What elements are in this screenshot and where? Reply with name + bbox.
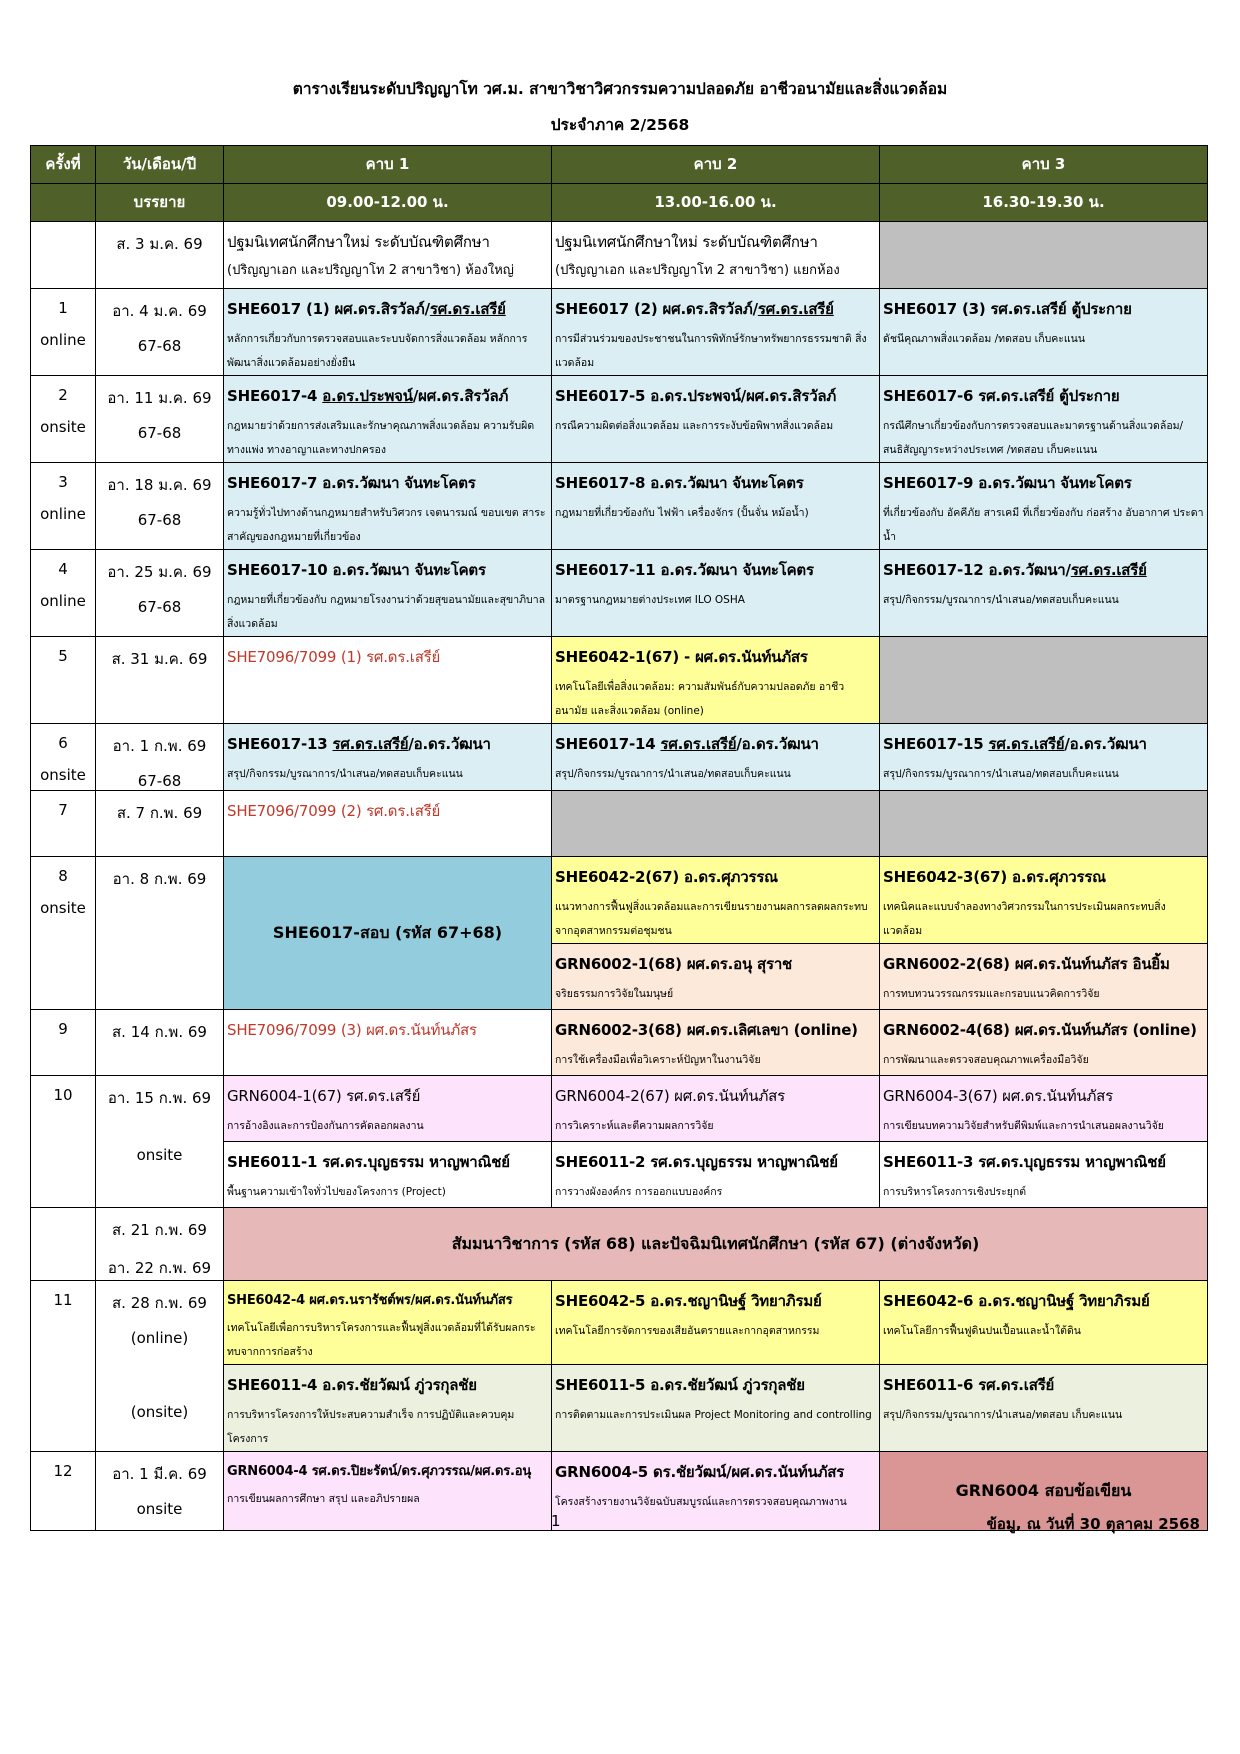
period-3-cell: GRN6004-3(67) ผศ.ดร.นันท์นภัสร การเขียนบทความวิจัยสำหรับตีพิมพ์และการนำเสนอผลงานวิจัย <box>880 1076 1208 1142</box>
session-no: 2 onsite <box>31 376 96 463</box>
period-1-cell: SHE6011-1 รศ.ดร.บุญธรรม หาญพาณิชย์ พื้นฐานความเข้าใจทั่วไปของโครงการ (Project) <box>224 1142 552 1208</box>
header-row-bottom <box>31 184 1208 222</box>
period-3-empty <box>880 222 1208 289</box>
lecture-date: อา. 1 มี.ค. 69 onsite <box>96 1452 224 1531</box>
period-3-cell: SHE6042-6 อ.ดร.ชญานิษฐ์ วิทยาภิรมย์ เทคโนโลยีการฟื้นฟูดินปนเปื้อนและน้ำใต้ดิน <box>880 1281 1208 1365</box>
period-1-cell: GRN6004-4 รศ.ดร.ปิยะรัตน์/ดร.ศุภวรรณ/ผศ.ดร.อนุ การเขียนผลการศึกษา สรุป และอภิปรายผล <box>224 1452 552 1531</box>
schedule-row <box>31 857 1208 944</box>
period-2-cell: SHE6017-5 อ.ดร.ประพจน์/ผศ.ดร.สิรวัลภ์ กรณีความผิดต่อสิ่งแวดล้อม และการระงับข้อพิพาทสิ่งแวดล้อม <box>552 376 880 463</box>
session-no: 11 <box>31 1281 96 1452</box>
period-2-cell: SHE6011-2 รศ.ดร.บุญธรรม หาญพาณิชย์ การวางผังองค์กร การออกแบบองค์กร <box>552 1142 880 1208</box>
lecture-date: ส. 3 ม.ค. 69 <box>96 222 224 289</box>
written-exam-cell: GRN6004 สอบข้อเขียน <box>880 1452 1208 1531</box>
period-3-cell: SHE6042-3(67) อ.ดร.ศุภวรรณ เทคนิคและแบบจำลองทางวิศวกรรมในการประเมินผลกระทบสิ่งแวดล้อม <box>880 857 1208 944</box>
session-no: 10 <box>31 1076 96 1208</box>
lecture-date: อา. 8 ก.พ. 69 <box>96 857 224 1010</box>
period-1-cell: GRN6004-1(67) รศ.ดร.เสรีย์ การอ้างอิงและการป้องกันการคัดลอกผลงาน <box>224 1076 552 1142</box>
lecture-date: อา. 15 ก.พ. 69 onsite <box>96 1076 224 1208</box>
schedule-table <box>30 145 1208 1531</box>
period-1-cell: SHE6017-10 อ.ดร.วัฒนา จันทะโคตร กฎหมายที่เกี่ยวข้องกับ กฎหมายโรงงานว่าด้วยสุขอนามัยและสุขาภิบาลสิ่งแวดล้อม <box>224 550 552 637</box>
period-2-cell: SHE6017 (2) ผศ.ดร.สิรวัลภ์/รศ.ดร.เสรีย์ การมีส่วนร่วมของประชาชนในการพิทักษ์รักษาทรัพยากรธรรมชาติ สิ่งแวดล้อม <box>552 289 880 376</box>
semester-title: ประจำภาค 2/2568 <box>550 116 690 134</box>
session-no: 3 online <box>31 463 96 550</box>
schedule-row <box>31 1076 1208 1142</box>
lecture-date: ส. 21 ก.พ. 69 อา. 22 ก.พ. 69 <box>96 1208 224 1281</box>
period-3-empty <box>880 791 1208 857</box>
lecture-date: ส. 14 ก.พ. 69 <box>96 1010 224 1076</box>
period-2-cell: SHE6042-1(67) - ผศ.ดร.นันท์นภัสร เทคโนโลยีเพื่อสิ่งแวดล้อม: ความสัมพันธ์กับความปลอดภัย อาชีวอนามัย และสิ่งแวดล้อม (online) <box>552 637 880 724</box>
lecture-date: อา. 4 ม.ค. 69 67-68 <box>96 289 224 376</box>
period-3-empty <box>880 637 1208 724</box>
lecture-date: อา. 18 ม.ค. 69 67-68 <box>96 463 224 550</box>
document-title: ตารางเรียนระดับปริญญาโท วศ.ม. สาขาวิชาวิศวกรรมความปลอดภัย อาชีวอนามัยและสิ่งแวดล้อม <box>292 80 948 98</box>
schedule-row <box>31 791 1208 857</box>
schedule-row <box>31 550 1208 637</box>
period-2-cell: SHE6042-2(67) อ.ดร.ศุภวรรณ แนวทางการฟื้นฟูสิ่งแวดล้อมและการเขียนรายงานผลการลดผลกระทบจากอุตสาหกรรมต่อชุมชน <box>552 857 880 944</box>
period-3-cell: SHE6017-15 รศ.ดร.เสรีย์/อ.ดร.วัฒนา สรุป/กิจกรรม/บูรณาการ/นำเสนอ/ทดสอบเก็บคะแนน <box>880 724 1208 791</box>
period-2-cell: SHE6017-14 รศ.ดร.เสรีย์/อ.ดร.วัฒนา สรุป/กิจกรรม/บูรณาการ/นำเสนอ/ทดสอบเก็บคะแนน <box>552 724 880 791</box>
period-1-cell: SHE6017 (1) ผศ.ดร.สิรวัลภ์/รศ.ดร.เสรีย์ หลักการเกี่ยวกับการตรวจสอบและระบบจัดการสิ่งแวดล้อม หลักการพัฒนาสิ่งแวดล้อมอย่างยั่งยืน <box>224 289 552 376</box>
period-1-cell: ปฐมนิเทศนักศึกษาใหม่ ระดับบัณฑิตศึกษา (ปริญญาเอก และปริญญาโท 2 สาขาวิชา) ห้องใหญ่ <box>224 222 552 289</box>
lecture-date: ส. 28 ก.พ. 69 (online) (onsite) <box>96 1281 224 1452</box>
period-2-cell: GRN6004-2(67) ผศ.ดร.นันท์นภัสร การวิเคราะห์และตีความผลการวิจัย <box>552 1076 880 1142</box>
period-2-cell: SHE6017-11 อ.ดร.วัฒนา จันทะโคตร มาตรฐานกฎหมายต่างประเทศ ILO OSHA <box>552 550 880 637</box>
session-no: 9 <box>31 1010 96 1076</box>
header-date: วัน/เดือน/ปี <box>96 146 224 184</box>
schedule-row <box>31 724 1208 791</box>
session-no <box>31 222 96 289</box>
period-1-cell: SHE6017-4 อ.ดร.ประพจน์/ผศ.ดร.สิรวัลภ์ กฎหมายว่าด้วยการส่งเสริมและรักษาคุณภาพสิ่งแวดล้อม ความรับผิดทางแพ่ง ทางอาญาและทางปกครอง <box>224 376 552 463</box>
lecture-date: อา. 25 ม.ค. 69 67-68 <box>96 550 224 637</box>
period-3-cell: SHE6011-6 รศ.ดร.เสรีย์ สรุป/กิจกรรม/บูรณาการ/นำเสนอ/ทดสอบ เก็บคะแนน <box>880 1365 1208 1452</box>
period-3-cell: GRN6002-4(68) ผศ.ดร.นันท์นภัสร (online) การพัฒนาและตรวจสอบคุณภาพเครื่องมือวิจัย <box>880 1010 1208 1076</box>
data-date: ข้อมู, ณ วันที่ 30 ตุลาคม 2568 <box>986 1515 1200 1533</box>
schedule-row <box>31 637 1208 724</box>
period-1-cell: SHE7096/7099 (1) รศ.ดร.เสรีย์ <box>224 637 552 724</box>
period-1-cell: SHE7096/7099 (2) รศ.ดร.เสรีย์ <box>224 791 552 857</box>
period-3-cell: SHE6017-9 อ.ดร.วัฒนา จันทะโคตร ที่เกี่ยวข้องกับ อัคคีภัย สารเคมี ที่เกี่ยวข้องกับ ก่อสร้าง อับอากาศ ประดาน้ำ <box>880 463 1208 550</box>
header-period-3: คาบ 3 <box>880 146 1208 184</box>
session-no: 4 online <box>31 550 96 637</box>
lecture-date: ส. 31 ม.ค. 69 <box>96 637 224 724</box>
period-2-cell: GRN6004-5 ดร.ชัยวัฒน์/ผศ.ดร.นันท์นภัสร โครงสร้างรายงานวิจัยฉบับสมบูรณ์และการตรวจสอบคุณภาพงาน <box>552 1452 880 1531</box>
session-no: 7 <box>31 791 96 857</box>
lecture-date: อา. 11 ม.ค. 69 67-68 <box>96 376 224 463</box>
period-2-cell: ปฐมนิเทศนักศึกษาใหม่ ระดับบัณฑิตศึกษา (ปริญญาเอก และปริญญาโท 2 สาขาวิชา) แยกห้อง <box>552 222 880 289</box>
header-row-top <box>31 146 1208 184</box>
header-lecture: บรรยาย <box>96 184 224 222</box>
period-1-cell: SHE6011-4 อ.ดร.ชัยวัฒน์ ภู่วรกุลชัย การบริหารโครงการให้ประสบความสำเร็จ การปฏิบัติและควบคุมโครงการ <box>224 1365 552 1452</box>
period-1-cell: SHE7096/7099 (3) ผศ.ดร.นันท์นภัสร <box>224 1010 552 1076</box>
period-3-cell: SHE6011-3 รศ.ดร.บุญธรรม หาญพาณิชย์ การบริหารโครงการเชิงประยุกต์ <box>880 1142 1208 1208</box>
period-3-cell: SHE6017 (3) รศ.ดร.เสรีย์ ตู้ประกาย ดัชนีคุณภาพสิ่งแวดล้อม /ทดสอบ เก็บคะแนน <box>880 289 1208 376</box>
seminar-cell: สัมมนาวิชาการ (รหัส 68) และปัจฉิมนิเทศนักศึกษา (รหัส 67) (ต่างจังหวัด) <box>224 1208 1208 1281</box>
header-period-1-time: 09.00-12.00 น. <box>224 184 552 222</box>
period-2-empty <box>552 791 880 857</box>
period-3-cell: GRN6002-2(68) ผศ.ดร.นันท์นภัสร อินยิ้ม การทบทวนวรรณกรรมและกรอบแนวคิดการวิจัย <box>880 944 1208 1010</box>
period-1-cell: SHE6017-13 รศ.ดร.เสรีย์/อ.ดร.วัฒนา สรุป/กิจกรรม/บูรณาการ/นำเสนอ/ทดสอบเก็บคะแนน <box>224 724 552 791</box>
period-2-cell: GRN6002-3(68) ผศ.ดร.เลิศเลขา (online) การใช้เครื่องมือเพื่อวิเคราะห์ปัญหาในงานวิจัย <box>552 1010 880 1076</box>
header-period-2: คาบ 2 <box>552 146 880 184</box>
header-period-1: คาบ 1 <box>224 146 552 184</box>
period-2-cell: SHE6017-8 อ.ดร.วัฒนา จันทะโคตร กฎหมายที่เกี่ยวข้องกับ ไฟฟ้า เครื่องจักร (ปั้นจั่น หม้อน้ำ) <box>552 463 880 550</box>
session-no: 6 onsite <box>31 724 96 791</box>
header-session-blank <box>31 184 96 222</box>
session-no <box>31 1208 96 1281</box>
period-3-cell: SHE6017-12 อ.ดร.วัฒนา/รศ.ดร.เสรีย์ สรุป/กิจกรรม/บูรณาการ/นำเสนอ/ทดสอบเก็บคะแนน <box>880 550 1208 637</box>
page-number: 1 <box>551 1512 561 1530</box>
period-2-cell: SHE6042-5 อ.ดร.ชญานิษฐ์ วิทยาภิรมย์ เทคโนโลยีการจัดการของเสียอันตรายและกากอุตสาหกรรม <box>552 1281 880 1365</box>
session-no: 1 online <box>31 289 96 376</box>
session-no: 5 <box>31 637 96 724</box>
lecture-date: ส. 7 ก.พ. 69 <box>96 791 224 857</box>
session-no: 8 onsite <box>31 857 96 1010</box>
schedule-row-orientation <box>31 222 1208 289</box>
schedule-row <box>31 463 1208 550</box>
header-period-2-time: 13.00-16.00 น. <box>552 184 880 222</box>
lecture-date: อา. 1 ก.พ. 69 67-68 <box>96 724 224 791</box>
period-1-cell: SHE6042-4 ผศ.ดร.นรารัชต์พร/ผศ.ดร.นันท์นภัสร เทคโนโลยีเพื่อการบริหารโครงการและฟื้นฟูสิ่งแวดล้อมที่ได้รับผลกระทบจากการก่อสร้าง <box>224 1281 552 1365</box>
period-2-cell: SHE6011-5 อ.ดร.ชัยวัฒน์ ภู่วรกุลชัย การติดตามและการประเมินผล Project Monitoring and controlling <box>552 1365 880 1452</box>
header-period-3-time: 16.30-19.30 น. <box>880 184 1208 222</box>
period-3-cell: SHE6017-6 รศ.ดร.เสรีย์ ตู้ประกาย กรณีศึกษาเกี่ยวข้องกับการตรวจสอบและมาตรฐานด้านสิ่งแวดล้อม/ สนธิสัญญาระหว่างประเทศ /ทดสอบ เก็บคะแนน <box>880 376 1208 463</box>
exam-cell: SHE6017-สอบ (รหัส 67+68) <box>224 857 552 1010</box>
schedule-row <box>31 1010 1208 1076</box>
period-2-cell: GRN6002-1(68) ผศ.ดร.อนุ สุราช จริยธรรมการวิจัยในมนุษย์ <box>552 944 880 1010</box>
schedule-row <box>31 376 1208 463</box>
period-1-cell: SHE6017-7 อ.ดร.วัฒนา จันทะโคตร ความรู้ทั่วไปทางด้านกฎหมายสำหรับวิศวกร เจตนารมณ์ ขอบเขต สาระสาคัญของกฎหมายที่เกี่ยวข้อง <box>224 463 552 550</box>
schedule-row <box>31 1281 1208 1365</box>
seminar-row <box>31 1208 1208 1281</box>
session-no: 12 <box>31 1452 96 1531</box>
schedule-row <box>31 289 1208 376</box>
header-session: ครั้งที่ <box>31 146 96 184</box>
